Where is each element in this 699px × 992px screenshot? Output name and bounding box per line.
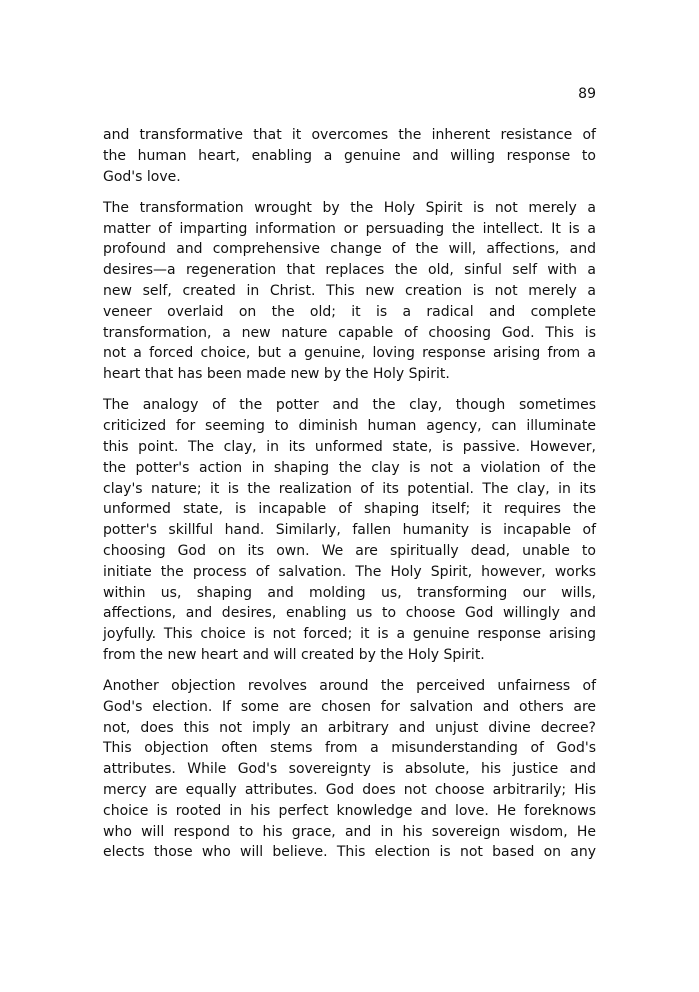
text-line: affections, and desires, enabling us to choose God willingly and	[103, 605, 596, 622]
text-line: heart that has been made new by the Holy Spirit.	[103, 366, 450, 383]
text-line: attributes. While God's sovereignty is absolute, his justice and	[103, 761, 596, 778]
text-line: criticized for seeming to diminish human agency, can illuminate	[103, 418, 596, 435]
text-line: the human heart, enabling a genuine and willing response to	[103, 147, 596, 164]
text-line: unformed state, is incapable of shaping itself; it requires the	[103, 501, 596, 518]
text-line: and transformative that it overcomes the inherent resistance of	[103, 127, 596, 143]
text-line: from the new heart and will created by the Holy Spirit.	[103, 646, 485, 663]
text-line: not, does this not imply an arbitrary and unjust divine decree?	[103, 719, 596, 736]
page-number: 89	[578, 86, 596, 102]
text-line: elects those who will believe. This election is not based on any	[103, 844, 596, 861]
body-text	[103, 125, 596, 874]
text-line: initiate the process of salvation. The Holy Spirit, however, works	[103, 563, 596, 580]
text-line: potter's skillful hand. Similarly, fallen humanity is incapable of	[103, 522, 596, 539]
text-line: veneer overlaid on the old; it is a radical and complete	[103, 303, 596, 320]
text-line: within us, shaping and molding us, transforming our wills,	[103, 584, 596, 601]
paragraph	[103, 198, 596, 385]
text-line: new self, created in Christ. This new creation is not merely a	[103, 282, 596, 299]
text-line: God's election. If some are chosen for salvation and others are	[103, 698, 596, 715]
text-line: matter of imparting information or persuading the intellect. It is a	[103, 220, 596, 237]
text-line: desires—a regeneration that replaces the old, sinful self with a	[103, 262, 596, 279]
text-line: choosing God on its own. We are spiritually dead, unable to	[103, 542, 596, 559]
text-line: This objection often stems from a misunderstanding of God's	[103, 740, 596, 757]
paragraph	[103, 125, 596, 187]
text-line: God's love.	[103, 168, 181, 185]
text-line: clay's nature; it is the realization of its potential. The clay, in its	[103, 480, 596, 497]
paragraph	[103, 395, 596, 665]
text-line: who will respond to his grace, and in his sovereign wisdom, He	[103, 823, 596, 840]
text-line: not a forced choice, but a genuine, loving response arising from a	[103, 345, 596, 362]
text-line: choice is rooted in his perfect knowledge and love. He foreknows	[103, 802, 596, 819]
text-line: the potter's action in shaping the clay is not a violation of the	[103, 459, 596, 476]
text-line: profound and comprehensive change of the will, affections, and	[103, 241, 596, 258]
text-line: joyfully. This choice is not forced; it is a genuine response arising	[103, 626, 596, 643]
text-line: transformation, a new nature capable of choosing God. This is	[103, 324, 596, 341]
paragraph	[103, 676, 596, 863]
text-line: The analogy of the potter and the clay, though sometimes	[103, 397, 596, 414]
text-line: this point. The clay, in its unformed state, is passive. However,	[103, 438, 596, 455]
text-line: Another objection revolves around the perceived unfairness of	[103, 678, 596, 695]
text-line: mercy are equally attributes. God does not choose arbitrarily; His	[103, 782, 596, 799]
text-line: The transformation wrought by the Holy Spirit is not merely a	[103, 199, 596, 216]
